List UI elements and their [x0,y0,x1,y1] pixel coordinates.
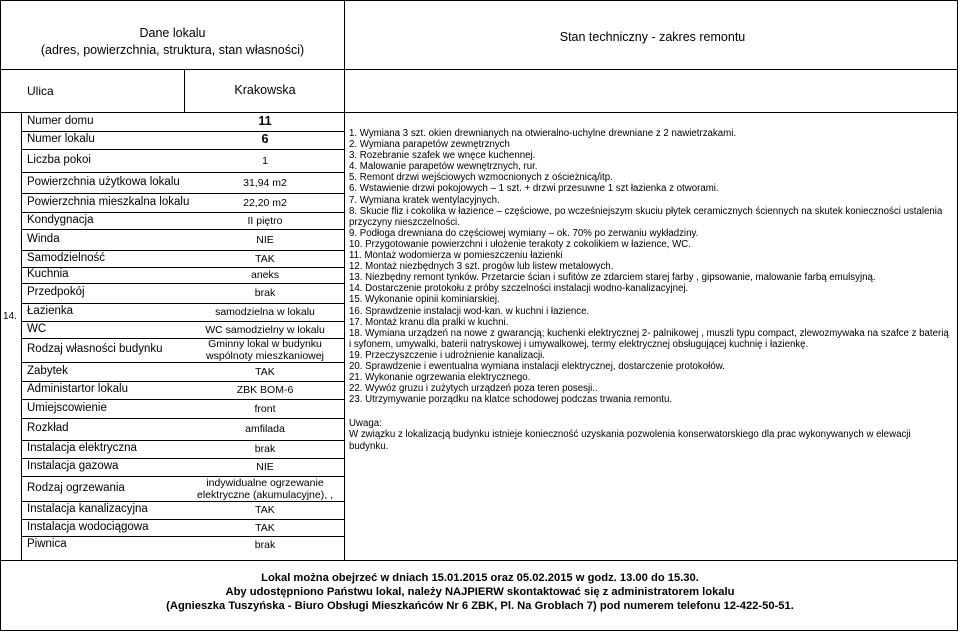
uwaga-label: Uwaga: [349,418,382,430]
row-separator [22,440,344,441]
works-spacer [349,405,949,418]
row-label: Rozkład [27,422,69,434]
row-label: Instalacja wodociągowa [27,520,149,533]
row-separator [22,267,344,268]
row-value: 11 [258,114,272,128]
works-item: 5. Remont drzwi wejściowych wzmocnionych z ościeżnicą/itp. [349,172,613,184]
row-separator [22,321,344,322]
row-value: 22,20 m2 [243,196,287,209]
row-label: Łazienka [27,305,74,317]
row-label: Instalacja gazowa [27,460,119,472]
row-value: WC samodzielny w lokalu [205,323,325,336]
row-separator [22,149,344,150]
row-label: Powierzchnia mieszkalna lokalu [27,195,190,208]
row-label: Kuchnia [27,268,69,280]
column-divider-number [21,112,22,561]
works-item: 4. Malowanie parapetów wewnętrznych, rur. [349,161,538,173]
row-separator [22,303,344,304]
works-item: 3. Rozebranie szafek we wnęce kuchennej. [349,150,536,162]
footer-line-1: Lokal można obejrzeć w dniach 15.01.2015 oraz 05.02.2015 w godz. 13.00 do 15.30. [261,572,699,584]
row-label: Administartor lokalu [27,383,128,395]
header-right: Stan techniczny - zakres remontu [559,30,746,44]
uwaga-text: W związku z lokalizacją budynku istnieje konieczność uzyskania pozwolenia konserwatorskiego dla prac wykonywanych w elewacji budynku. [349,429,911,452]
works-item: 9. Podłoga drewniana do częściowej wymiany – ok. 70% po zerwaniu wykładziny. [349,227,699,239]
works-item: 7. Wymiana kratek wentylacyjnych. [349,194,500,206]
row-label: Umiejscowienie [27,401,107,414]
row-value: brak [254,287,276,299]
row-label: Rodzaj własności budynku [27,343,163,355]
row-number: 14. [3,311,17,322]
row-value: samodzielna w lokalu [215,306,315,318]
row-value: aneks [250,269,280,281]
row-label: Samodzielność [27,251,105,264]
header-left-title: Dane lokalu [139,26,206,40]
footer-line-2: Aby udostępniono Państwu lokal, należy NAJPIERW skontaktować się z administratorem lokalu [225,586,735,598]
row-separator [22,362,344,363]
ulica-value: Krakowska [234,83,296,97]
works-item: 15. Wykonanie opinii kominiarskiej. [349,294,500,306]
works-item: 21. Wykonanie ogrzewania elektrycznego. [349,372,531,384]
row-value: II piętro [247,214,283,227]
works-item: 16. Sprawdzenie instalacji wod-kan. w kuchni i łazience. [349,305,590,317]
row-separator [22,172,344,173]
ulica-bottom-line [0,112,958,113]
works-item: 18. Wymiana urządzeń na nowe z gwarancją; kuchenki elektrycznej 2- palnikowej , muszli typu compact, zlewozmywaka na szafce z baterią i syfonem, umywalki, baterii natryskowej i umywalkowej, termy elektrycznej obsługującej kuchnię i łazienkę. [349,327,949,350]
row-separator [22,418,344,419]
works-item: 2. Wymiana parapetów zewnętrznych [349,139,510,151]
row-value: TAK [255,504,275,516]
works-item: 19. Przeczyszczenie i udrożnienie kanalizacji. [349,349,545,361]
row-label: Powierzchnia użytkowa lokalu [27,175,180,188]
row-label: WC [27,322,47,335]
works-item: 11. Montaż wodomierza w pomieszczeniu łazienki [349,250,563,262]
row-label: Rodzaj ogrzewania [27,481,125,494]
works-item: 10. Przygotowanie powierzchni i ułożenie terakoty z cokolikiem w łazience, WC. [349,238,691,250]
works-item: 23. Utrzymywanie porządku na klatce schodowej podczas trwania remontu. [349,394,673,406]
table-bottom-line [0,560,958,561]
works-item: 1. Wymiana 3 szt. okien drewnianych na otwieralno-uchylne drewniane z 2 nawietrzakami. [349,128,737,139]
row-value: indywidualne ogrzewanie elektryczne (akumulacyjne), , [197,476,333,501]
row-value: 31,94 m2 [243,176,287,189]
works-item: 12. Montaż niezbędnych 3 szt. progów lub listew metalowych. [349,261,614,273]
row-label: Kondygnacja [27,213,94,226]
row-separator [22,536,344,537]
row-value: front [254,402,276,415]
row-value: ZBK BOM-6 [236,384,294,396]
footer-line-3: (Agnieszka Tuszyńska - Biuro Obsługi Mieszkańców Nr 6 ZBK, Pl. Na Groblach 7) pod numerem telefonu 12-422-50-51. [166,600,794,612]
row-label: Piwnica [27,537,67,550]
ulica-label: Ulica [27,84,54,98]
works-item: 13. Niezbędny remont tynków. Przetarcie ścian i sufitów ze zdarciem starej farby , gipsowanie, malowanie farbą emulsyjną. [349,272,876,284]
row-value: 1 [262,154,268,167]
row-label: Winda [27,232,60,245]
row-label: Instalacja elektryczna [27,442,137,454]
header-bottom-line [0,69,958,70]
row-label: Instalacja kanalizacyjna [27,503,148,515]
row-value: NIE [256,233,274,246]
row-value: brak [254,538,276,551]
row-value: NIE [256,461,274,473]
row-label: Numer lokalu [27,133,95,145]
row-value: brak [254,443,276,455]
row-label: Przedpokój [27,286,85,298]
row-label: Zabytek [27,364,68,377]
row-label: Liczba pokoi [27,153,91,166]
works-item: 6. Wstawienie drzwi pokojowych – 1 szt. + drzwi przesuwne 1 szt łazienka z otworami. [349,183,719,195]
row-value: TAK [255,521,275,534]
works-list [349,128,949,452]
row-value: Gminny lokal w budynku wspólnoty mieszkaniowej [206,338,324,362]
works-item: 17. Montaż kranu dla pralki w kuchni. [349,316,509,328]
header-left-subtitle: (adres, powierzchnia, struktura, stan własności) [40,43,305,57]
row-separator [22,381,344,382]
row-separator [22,193,344,194]
row-separator [22,283,344,284]
works-item: 8. Skucie fliz i cokolika w łazience – częściowe, po wcześniejszym skuciu płytek ceramicznych ściennych na skutek konieczności ustalenia przyczyny nieszczelności. [349,205,943,228]
header-left [0,25,345,59]
row-value: 6 [261,132,269,146]
row-value: amfilada [245,423,285,435]
works-item: 20. Sprawdzenie i ewentualna wymiana instalacji elektrycznej, dostarczenie protokołów. [349,360,725,372]
row-separator [22,131,344,132]
row-separator [22,501,344,502]
row-separator [22,229,344,230]
works-item: 22. Wywóz gruzu i zużytych urządzeń poza teren posesji.. [349,383,598,395]
row-value: TAK [255,365,275,378]
row-value: TAK [255,252,275,265]
row-label: Numer domu [27,115,94,127]
works-item: 14. Dostarczenie protokołu z próby szczelności instalacji wodno-kanalizacyjnej. [349,283,689,295]
row-separator [22,458,344,459]
row-separator [22,399,344,400]
